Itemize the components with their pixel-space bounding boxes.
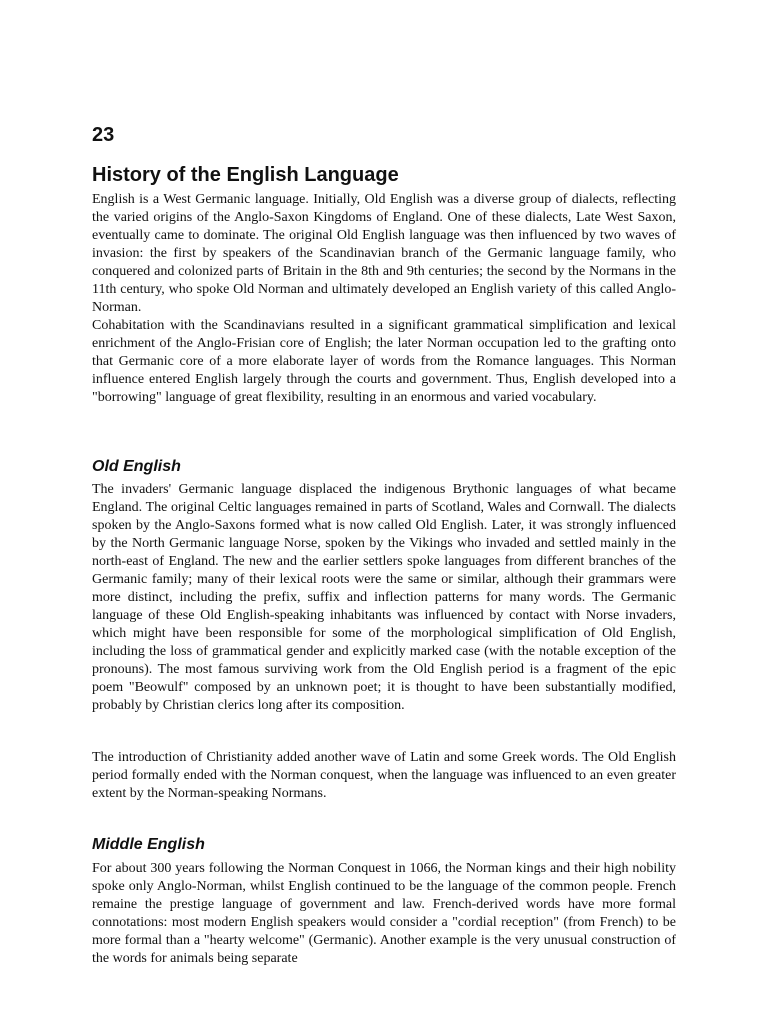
old-english-section (92, 481, 676, 715)
chapter-number: 23 (92, 124, 115, 146)
old-english-paragraph-2: The introduction of Christianity added another wave of Latin and some Greek words. The Old English period formally ended with the Norman conquest, when the language was influenced to an even greater extent by the Norman-speaking Normans. (92, 750, 676, 801)
intro-paragraph-1: English is a West Germanic language. Initially, Old English was a diverse group of dialects, reflecting the varied origins of the Anglo-Saxon Kingdoms of England. One of these dialects, Late West Saxon, eventually came to dominate. The original Old English language was then influenced by two waves of invasion: the first by speakers of the Scandinavian branch of the Germanic language family, who conquered and colonized parts of Britain in the 8th and 9th centuries; the second by the Normans in the 11th century, who spoke Old Norman and ultimately developed an English variety of this called Anglo-Norman. (92, 192, 676, 315)
section-heading-old-english: Old English (92, 458, 181, 475)
old-english-section-2 (92, 749, 676, 803)
section-heading-middle-english: Middle English (92, 836, 205, 853)
middle-english-paragraph-1: For about 300 years following the Norman Conquest in 1066, the Norman kings and their high nobility spoke only Anglo-Norman, whilst English continued to be the language of the common people. French remaine the prestige language of government and law. French-derived words have more formal connotations: most modern English speakers would consider a "cordial reception" (from French) to be more formal than a "hearty welcome" (Germanic). Another example is the very unusual construction of the words for animals being separate (92, 861, 676, 966)
middle-english-section (92, 860, 676, 968)
intro-section (92, 191, 676, 407)
old-english-paragraph-1: The invaders' Germanic language displaced the indigenous Brythonic languages of what became England. The original Celtic languages remained in parts of Scotland, Wales and Cornwall. The dialects spoken by the Anglo-Saxons formed what is now called Old English. Later, it was strongly influenced by the North Germanic language Norse, spoken by the Vikings who invaded and settled mainly in the north-east of England. The new and the earlier settlers spoke languages from different branches of the Germanic family; many of their lexical roots were the same or similar, although their grammars were more distinct, including the prefix, suffix and inflection patterns for many words. The Germanic language of these Old English-speaking inhabitants was influenced by contact with Norse invaders, which might have been responsible for some of the morphological simplification of Old English, including the loss of grammatical gender and explicitly marked case (with the notable exception of the pronouns). The most famous surviving work from the Old English period is a fragment of the epic poem "Beowulf" composed by an unknown poet; it is thought to have been substantially modified, probably by Christian clerics long after its composition. (92, 482, 676, 713)
chapter-title: History of the English Language (92, 164, 399, 186)
intro-paragraph-2: Cohabitation with the Scandinavians resulted in a significant grammatical simplification and lexical enrichment of the Anglo-Frisian core of English; the later Norman occupation led to the grafting onto that Germanic core of a more elaborate layer of words from the Romance languages. This Norman influence entered English largely through the courts and government. Thus, English developed into a "borrowing" language of great flexibility, resulting in an enormous and varied vocabulary. (92, 318, 676, 405)
